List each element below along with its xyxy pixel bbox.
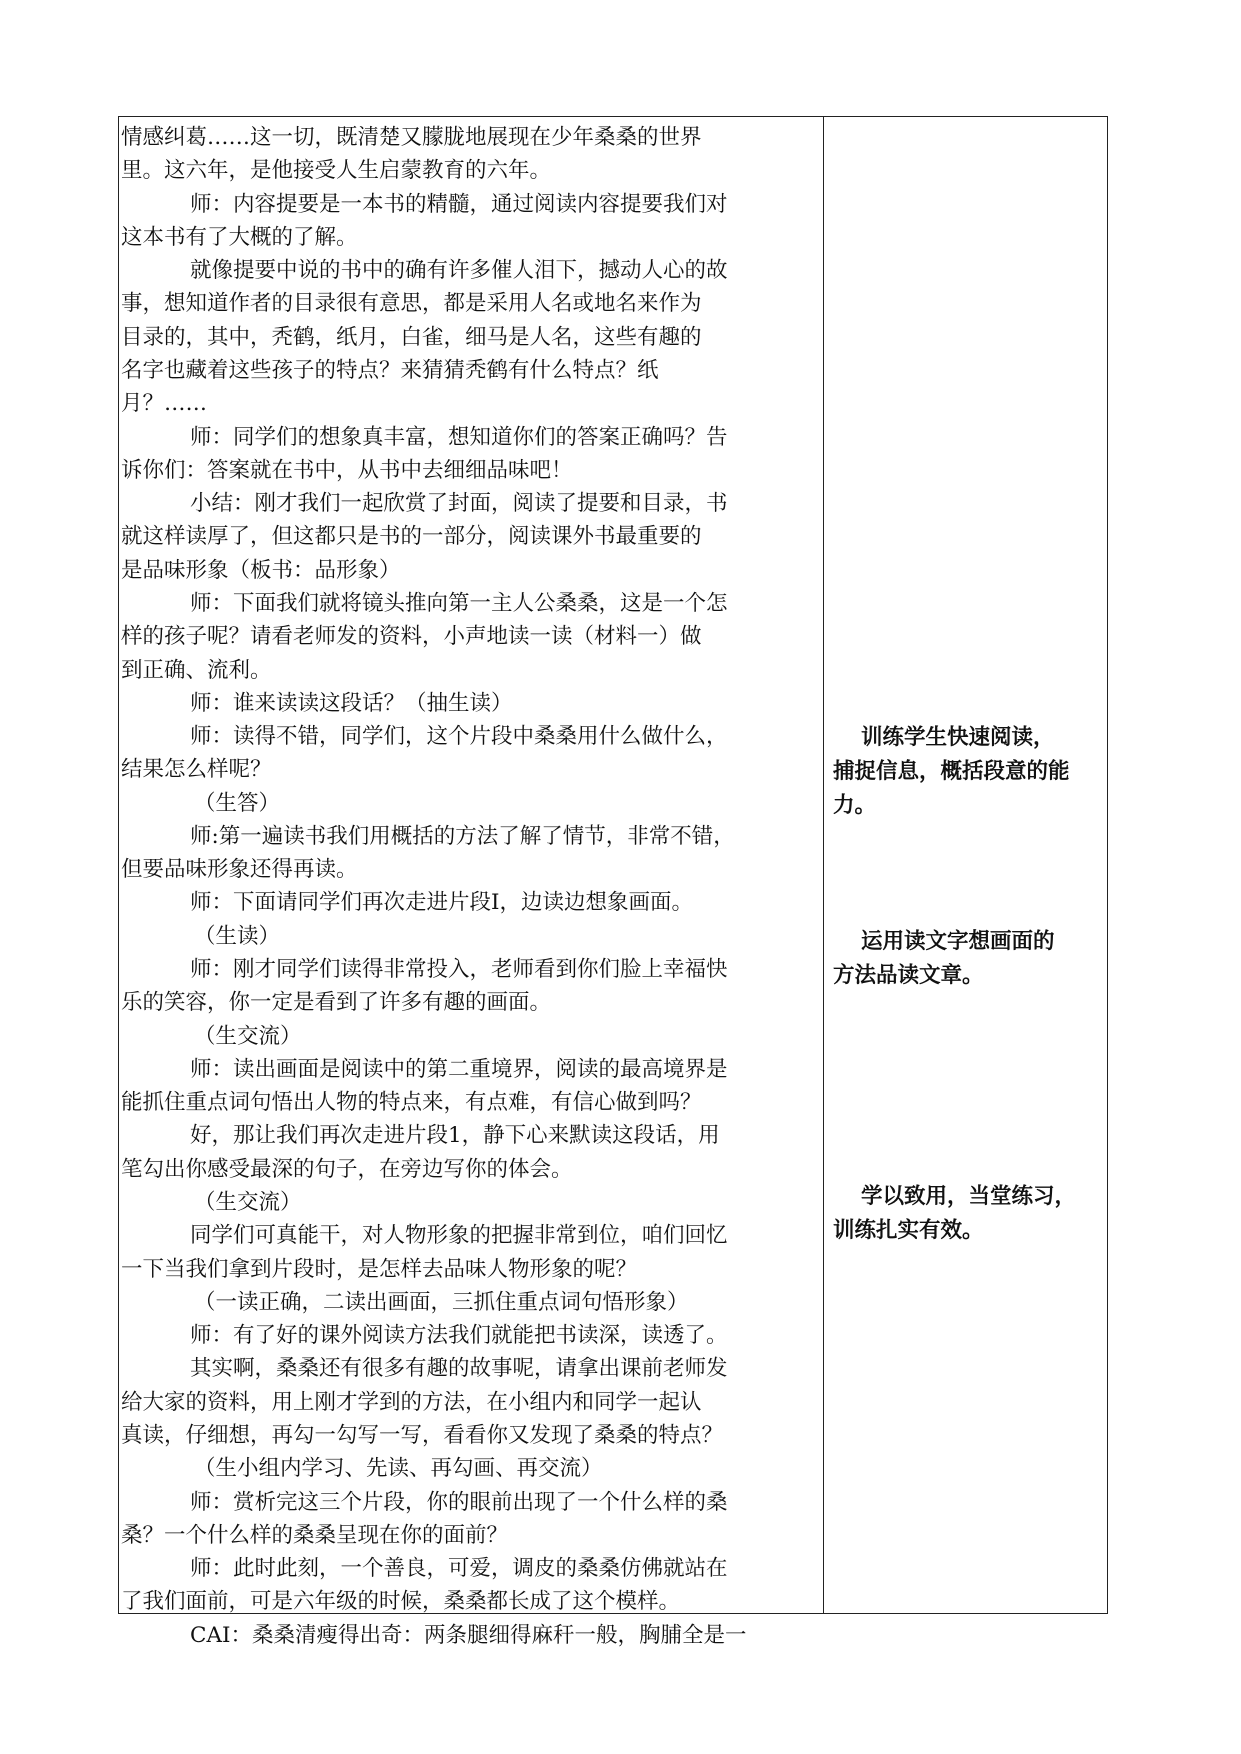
- text-line: 里。这六年，是他接受人生启蒙教育的六年。: [121, 158, 552, 184]
- design-note-line: 力。: [833, 793, 877, 818]
- design-note-line: 学以致用，当堂练习，: [861, 1184, 1077, 1209]
- text-line: （一读正确，二读出画面，三抓住重点词句悟形象）: [194, 1289, 689, 1315]
- text-line: 一下当我们拿到片段时，是怎样去品味人物形象的呢？: [121, 1256, 638, 1282]
- text-line: （生交流）: [194, 1190, 302, 1215]
- text-line: 师：读得不错，同学们，这个片段中桑桑用什么做什么，: [190, 724, 728, 749]
- text-line: 就这样读厚了，但这都只是书的一部分，阅读课外书最重要的: [121, 524, 702, 550]
- text-line: 结果怎么样呢？: [121, 757, 272, 783]
- text-line: （生答）: [194, 790, 281, 816]
- text-line: 情感纠葛……这一切，既清楚又朦胧地展现在少年桑桑的世界: [121, 125, 702, 150]
- design-note-line: 训练学生快速阅读，: [861, 725, 1055, 750]
- column-divider: [823, 117, 824, 1613]
- design-note-line: 捕捉信息，概括段意的能: [833, 759, 1070, 784]
- text-line: 师：内容提要是一本书的精髓，通过阅读内容提要我们对: [190, 191, 728, 217]
- text-line: 师：刚才同学们读得非常投入，老师看到你们脸上幸福快: [190, 957, 728, 982]
- text-line: （生小组内学习、先读、再勾画、再交流）: [194, 1456, 603, 1482]
- text-line: 给大家的资料，用上刚才学到的方法，在小组内和同学一起认: [121, 1389, 702, 1415]
- text-line: 师：谁来读读这段话？（抽生读）: [190, 690, 513, 716]
- text-line: 师：此时此刻，一个善良，可爱，调皮的桑桑仿佛就站在: [190, 1556, 728, 1581]
- text-line: 师：有了好的课外阅读方法我们就能把书读深，读透了。: [190, 1323, 728, 1349]
- design-note-line: 训练扎实有效。: [833, 1218, 984, 1243]
- text-line: 好，那让我们再次走进片段1，静下心来默读这段话，用: [190, 1123, 720, 1149]
- design-note-line: 运用读文字想画面的: [861, 929, 1055, 954]
- text-line: （生交流）: [194, 1023, 302, 1049]
- text-line: 师：赏析完这三个片段，你的眼前出现了一个什么样的桑: [190, 1489, 728, 1515]
- text-line: 就像提要中说的书中的确有许多催人泪下，撼动人心的故: [190, 258, 728, 284]
- text-line: 桑？一个什么样的桑桑呈现在你的面前？: [121, 1522, 509, 1548]
- text-line: 乐的笑容，你一定是看到了许多有趣的画面。: [121, 990, 552, 1016]
- text-line: 师:第一遍读书我们用概括的方法了解了情节，非常不错，: [190, 823, 735, 849]
- text-line: 同学们可真能干，对人物形象的把握非常到位，咱们回忆: [190, 1223, 728, 1249]
- text-line: 名字也藏着这些孩子的特点？来猜猜秃鹤有什么特点？纸: [121, 358, 659, 383]
- text-line: 小结：刚才我们一起欣赏了封面，阅读了提要和目录，书: [190, 491, 728, 517]
- text-line: 能抓住重点词句悟出人物的特点来，有点难，有信心做到吗？: [121, 1090, 702, 1116]
- text-line: 这本书有了大概的了解。: [121, 224, 358, 250]
- text-line: 诉你们：答案就在书中，从书中去细细品味吧！: [121, 457, 573, 483]
- text-line: 目录的，其中，秃鹤，纸月，白雀，细马是人名，这些有趣的: [121, 324, 702, 350]
- text-line: 师：读出画面是阅读中的第二重境界，阅读的最高境界是: [190, 1056, 728, 1082]
- text-line: 事，想知道作者的目录很有意思，都是采用人名或地名来作为: [121, 291, 702, 317]
- text-line: 师：下面请同学们再次走进片段I，边读边想象画面。: [190, 890, 693, 916]
- text-line: 但要品味形象还得再读。: [121, 857, 358, 883]
- text-line: 其实啊，桑桑还有很多有趣的故事呢，请拿出课前老师发: [190, 1356, 728, 1382]
- lesson-table: [118, 116, 1108, 1648]
- design-note-line: 方法品读文章。: [833, 963, 984, 988]
- text-line: 到正确、流利。: [121, 657, 272, 683]
- text-line: 样的孩子呢？请看老师发的资料，小声地读一读（材料一）做: [121, 624, 702, 650]
- text-line: 是品味形象（板书：品形象）: [121, 557, 401, 583]
- text-line: 师：下面我们就将镜头推向第一主人公桑桑，这是一个怎: [190, 590, 728, 616]
- text-line: 笔勾出你感受最深的句子，在旁边写你的体会。: [121, 1156, 573, 1182]
- text-line: 师：同学们的想象真丰富，想知道你们的答案正确吗？告: [190, 424, 728, 450]
- text-line: 月？……: [121, 391, 208, 417]
- text-line: 真读，仔细想，再勾一勾写一写，看看你又发现了桑桑的特点？: [121, 1422, 724, 1448]
- text-line: （生读）: [194, 923, 281, 949]
- text-line: 了我们面前，可是六年级的时候，桑桑都长成了这个模样。: [121, 1589, 681, 1615]
- text-line: CAI：桑桑清瘦得出奇：两条腿细得麻秆一般，胸脯全是一: [190, 1622, 747, 1648]
